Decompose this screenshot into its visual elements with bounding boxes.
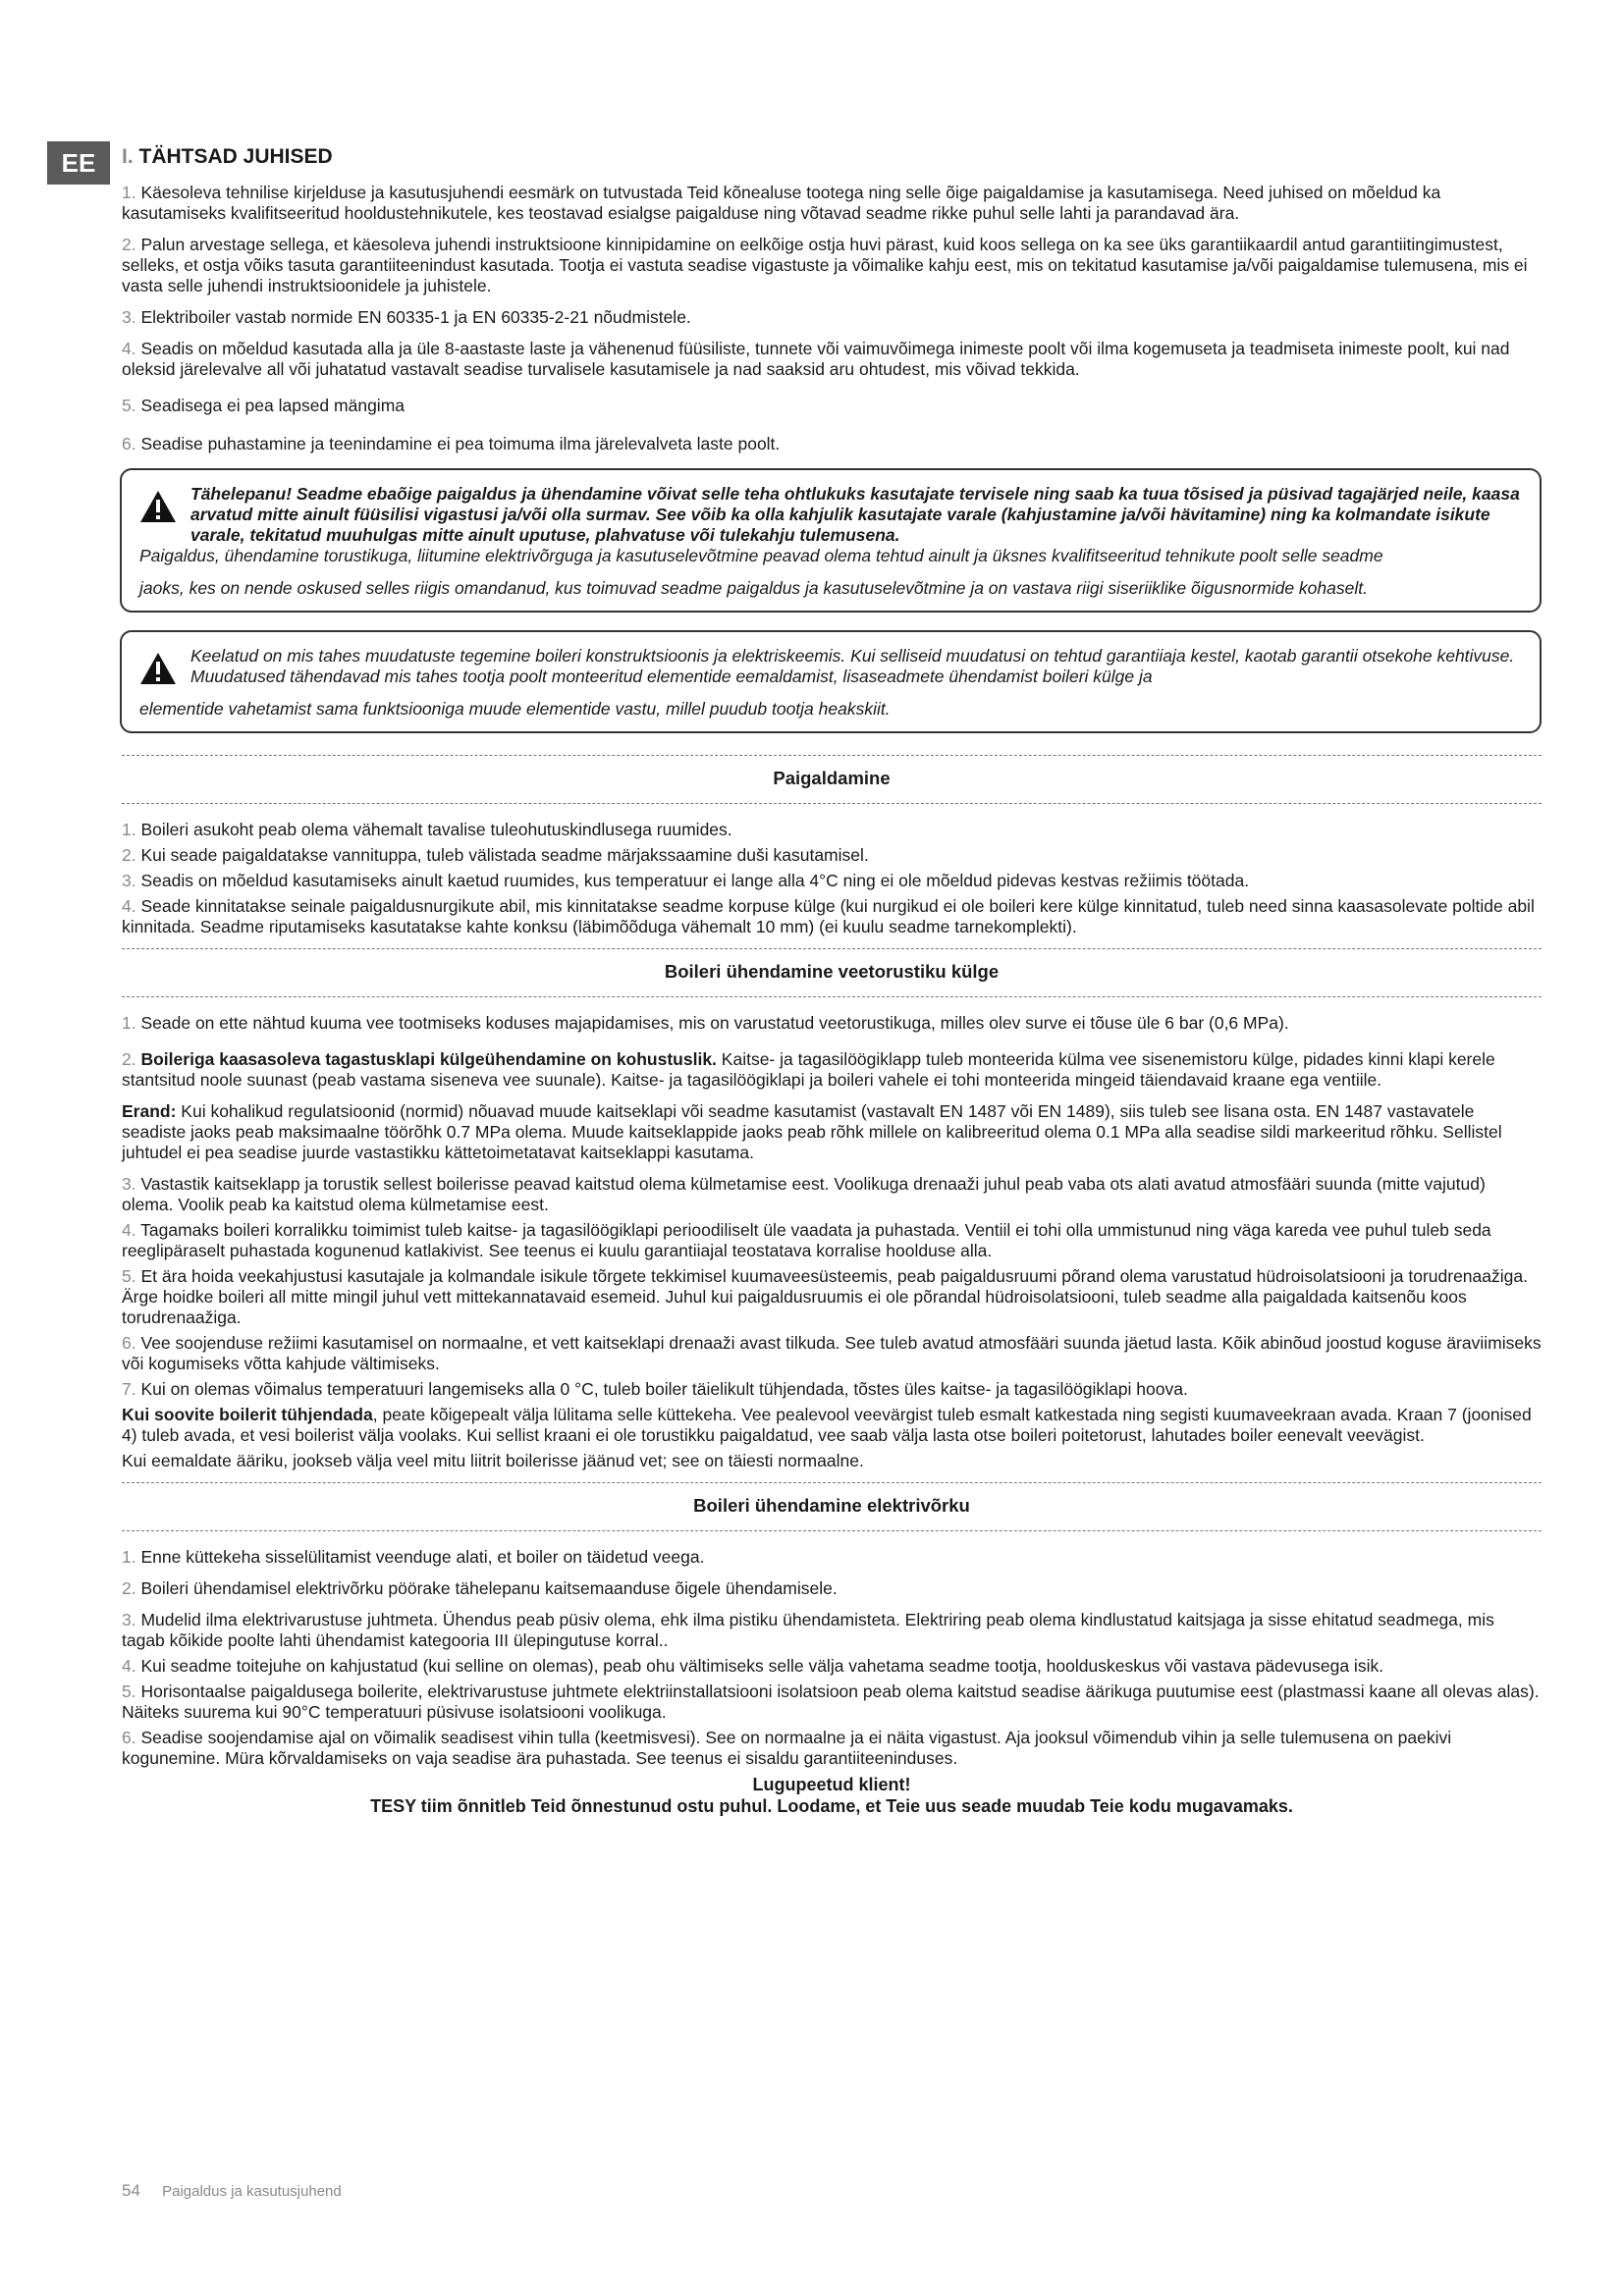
item-number: 3. [122,871,136,890]
item-number: 4. [122,1220,136,1240]
water-item-6 [122,1333,1542,1374]
item-text: Elektriboiler vastab normide EN 60335-1 ja EN 60335-2-21 nõudmistele. [140,307,691,327]
item-number: 5. [122,1682,136,1701]
item-text: Et ära hoida veekahjustusi kasutajale ja kolmandale isikule tõrgete tekkimisel kuumaveesüsteemis, peab paigaldusruumi põrand olema varustatud hüdroisolatsiooni ja torudrenaažiga. Ärge hoidke boileri all mitte mingil juhul vett mittekannatavaid esemeid. Juhul kui paigaldusruumis ei ole põrandal hüdroisolatsiooni, tuleb seadme alla paigaldada kaitsenõu koos torudrenaažiga. [122,1266,1528,1327]
item-text: Käesoleva tehnilise kirjelduse ja kasutusjuhendi eesmärk on tutvustada Teid kõnealuse tootega ning selle õige paigaldamise ja kasutamisega. Need juhised on mõeldud ka kasutamiseks kvalifitseeritud hooldustehnikutele, kes teostavad esialgse paigalduse ning võtavad seadme rikke puhul selle lahti ja parandavad ära. [122,183,1441,223]
electric-item-4 [122,1656,1542,1677]
item-text: Seade kinnitatakse seinale paigaldusnurgikute abil, mis kinnitatakse seadme korpuse külge (kui nurgikud ei ole boileri kere külge kinnitatud, tuleb need sinna kaasasolevate poltide abil kinnitada. Seadme riputamiseks kasutatakse kahte konksu (läbimõõduga vähemalt 10 mm) (ei kuulu seadme tarnekomplekti). [122,896,1535,936]
item-number: 6. [122,434,136,454]
item-text: Kaitse- ja tagasilöögiklapp tuleb monteerida külma vee sisenemistoru külge, pidades kinni klapi kerele stantsitud noole suunast (peab vastama siseneva vee suunale). Kaitse- ja tagasilöögiklapi ja boileri vahele ei tohi monteerida mingeid täiendavaid kraane ega ventiile. [122,1049,1495,1090]
intro-item-6 [122,434,1542,454]
install-list [122,820,1542,937]
item-text: Vastastik kaitseklapp ja torustik sellest boilerisse peavad kaitstud olema külmetamise eest. Voolikuga drenaaži juhul peab vaba ots alati avatud atmosfääri suunda (mitte vajutud) olema. Voolik peab ka kaitstud olema külmetamise eest. [122,1174,1486,1214]
item-number: 5. [122,396,136,415]
electric-item-1 [122,1547,1542,1568]
warning-triangle-icon [139,490,177,523]
warning-bold-text: Tähelepanu! Seadme ebaõige paigaldus ja ühendamine võivat selle teha ohtlukuks kasutajate tervisele ning saab ka tuua tõsised ja püsivad tagajärjed neile, kaasa arvatud mitte ainult füüsilisi vigastusi ja/või olla surmav. See võib ka olla kahjulik kasutajate varale (kahjustamine ja/või hävitamine) ning ka kolmandate isikute varale, tekitatud muuhulgas mitte ainult uputuse, plahvatuse või tulekahju tulemusena. [190,484,1520,545]
closing-greeting: Lugupeetud klient! [752,1775,911,1794]
item-number: 5. [122,1266,136,1286]
install-item-4 [122,896,1542,937]
install-item-3 [122,871,1542,891]
warning-box-danger [120,468,1542,613]
install-item-2 [122,845,1542,866]
item-number: 2. [122,1049,136,1069]
item-number: 2. [122,845,136,865]
item-text: Enne küttekeha sisselülitamist veenduge alati, et boiler on täidetud veega. [140,1547,705,1567]
intro-item-5 [122,396,1542,416]
electric-heading: Boileri ühendamine elektrivõrku [693,1495,970,1516]
item-number: 6. [122,1728,136,1747]
install-heading: Paigaldamine [773,768,891,788]
divider [122,803,1542,804]
warning-text-1: Paigaldus, ühendamine torustikuga, liitumine elektrivõrguga ja kasutuselevõtmine peavad olema tehtud ainult ja üksnes kvalifitseeritud tehnikute poolt selle seadme [139,546,1383,565]
warning2-text-2: elementide vahetamist sama funktsiooniga muude elementide vastu, millel puudub tootja heakskiit. [139,699,891,719]
page-footer [122,2181,342,2201]
item-number: 3. [122,1174,136,1194]
warning-triangle-icon [139,652,177,685]
section-number: I. [122,145,134,168]
item-text: Vee soojenduse režiimi kasutamisel on normaalne, et vett kaitseklapi drenaaži avast tilkuda. See tuleb avatud atmosfääri suunda jäetud lasta. Kõik abinõud joostud koguse äraviimiseks või kogumiseks võtta kahjude vältimiseks. [122,1333,1542,1373]
section-title [122,145,1542,169]
warning-box-modifications [120,630,1542,733]
item-bold-text: Boileriga kaasasoleva tagastusklapi külgeühendamine on kohustuslik. [140,1049,717,1069]
item-text: Kui seadme toitejuhe on kahjustatud (kui selline on olemas), peab ohu vältimiseks selle välja vahetama seadme tootja, hoolduskeskus või vastava pädevusega isik. [140,1656,1384,1676]
item-text: Seadisega ei pea lapsed mängima [140,396,405,415]
item-number: 2. [122,1578,136,1598]
item-number: 1. [122,183,136,202]
item-text: Tagamaks boileri korralikku toimimist tuleb kaitse- ja tagasilöögiklapi perioodiliselt üle vaadata ja puhastada. Ventiil ei tohi olla ummistunud ning väga kareda vee puhul tuleb seda reeglipäraselt puhastada kogunenud katlakivist. See teenus ei kuulu garantiiajal teostatava korralise hoolduse alla. [122,1220,1491,1260]
divider [122,996,1542,997]
intro-item-1 [122,183,1542,224]
intro-item-3 [122,307,1542,328]
item-text: Kui seade paigaldatakse vannituppa, tuleb välistada seadme märjakssaamine duši kasutamisel. [140,845,869,865]
item-text: Boileri ühendamisel elektrivõrku pöörake tähelepanu kaitsemaanduse õigele ühendamisele. [140,1578,838,1598]
water-item-4 [122,1220,1542,1261]
electric-item-5 [122,1682,1542,1723]
warning-text-2: jaoks, kes on nende oskused selles riigis omandanud, kus toimuvad seadme paigaldus ja kasutuselevõtmine ja on vastava riigi siseriiklike õigusnormide kohaselt. [139,578,1368,598]
intro-item-4 [122,339,1542,380]
water-item-2 [122,1049,1542,1091]
electric-item-2 [122,1578,1542,1599]
install-item-1 [122,820,1542,840]
item-text: Seadise soojendamise ajal on võimalik seadisest vihin tulla (keetmisvesi). See on normaalne ja ei näita vigastust. Aja jooksul võimendub vihin ja selle tulemusena on paekivi kogunemine. Müra kõrvaldamiseks on vaja seadise ära puhastada. See teenus ei sisaldu garantiiteeninduses. [122,1728,1452,1768]
item-text: Palun arvestage sellega, et käesoleva juhendi instruktsioone kinnipidamine on eelkõige ostja huvi pärast, kuid koos sellega on ka see üks garantiikaardil antud garantiitingimustest, selleks, et ostja võiks tasuta garantiiteenindust kasutada. Tootja ei vastuta seadise vigastuste ja võimalike kahju eest, mis on tekitatud kasutamise ja/või paigaldamise tulemusena, mis ei vasta selle juhendi instruktsioonidele ja juhistele. [122,235,1528,295]
water-item-1 [122,1013,1542,1034]
item-text: Seade on ette nähtud kuuma vee tootmiseks koduses majapidamises, mis on varustatud veetorustikuga, milles olev surve ei tõuse üle 6 bar (0,6 MPa). [140,1013,1289,1033]
footer-label: Paigaldus ja kasutusjuhend [162,2183,342,2200]
content [122,145,1542,1817]
item-text: Kui on olemas võimalus temperatuuri langemiseks alla 0 °C, tuleb boiler täielikult tühjendada, tõstes üles kaitse- ja tagasilöögiklapi hoova. [140,1379,1188,1399]
section-title-text: TÄHTSAD JUHISED [138,145,333,168]
item-number: 4. [122,1656,136,1676]
water-heading: Boileri ühendamine veetorustiku külge [664,961,1000,982]
water-last: Kui eemaldate ääriku, jookseb välja veel mitu liitrit boilerisse jäänud vet; see on täiesti normaalne. [122,1451,864,1470]
item-number: 1. [122,1013,136,1033]
water-empty [122,1405,1542,1446]
divider [122,1530,1542,1531]
electric-list [122,1547,1542,1769]
item-text: Seadis on mõeldud kasutamiseks ainult kaetud ruumides, kus temperatuur ei lange alla 4°C ning ei ole mõeldud pidevas kestvas režiimis töötada. [140,871,1250,890]
item-number: 4. [122,896,136,916]
electric-item-3 [122,1610,1542,1651]
intro-item-2 [122,235,1542,296]
closing-text: TESY tiim õnnitleb Teid õnnestunud ostu puhul. Loodame, et Teie uus seade muudab Teie kodu mugavamaks. [370,1796,1293,1816]
electric-item-6 [122,1728,1542,1769]
item-text: Horisontaalse paigaldusega boilerite, elektrivarustuse juhtmete elektriinstallatsiooni isolatsioon peab olema kaitstud seadise äärikuga puutumise eest (plastmassi kaane all olevas alas). Näiteks suurema kui 90°C temperatuuri püsivuse isolatsiooni voolikuga. [122,1682,1540,1722]
water-erand [122,1101,1542,1163]
empty-label: Kui soovite boilerit tühjendada [122,1405,373,1424]
item-number: 1. [122,1547,136,1567]
closing-message [122,1774,1542,1817]
item-number: 1. [122,820,136,839]
item-number: 7. [122,1379,136,1399]
item-text: Boileri asukoht peab olema vähemalt tavalise tuleohutuskindlusega ruumides. [140,820,732,839]
item-number: 2. [122,235,136,254]
item-number: 6. [122,1333,136,1353]
warning2-text-1: Keelatud on mis tahes muudatuste tegemine boileri konstruktsioonis ja elektriskeemis. Kui selliseid muudatusi on tehtud garantiiaja kestel, kaotab garantii otsekohe kehtivuse. Muudatused tähendavad mis tahes tootja poolt monteeritud elementide eemaldamist, lisaseadmete ühendamist boileri külge ja [190,646,1515,686]
erand-text: Kui kohalikud regulatsioonid (normid) nõuavad muude kaitseklapi või seadme kasutamist (vastavalt EN 1487 või EN 1489), siis tuleb see lisana osta. EN 1487 vastavatele seadiste jaoks peab maksimaalne töörõhk 0.7 MPa olema. Muude kaitseklappide jaoks peab rõhk millele on kalibreeritud olema 0.1 MPa alla seadise sildi markeeritud rõhku. Sellistel juhtudel ei pea seadise juurde vastastikku kättetoimetatavat kaitseklappi kasutama. [122,1101,1502,1162]
item-number: 3. [122,1610,136,1629]
intro-list [122,183,1542,454]
item-text: Seadise puhastamine ja teenindamine ei pea toimuma ilma järelevalveta laste poolt. [140,434,781,454]
water-item-3 [122,1174,1542,1215]
item-text: Mudelid ilma elektrivarustuse juhtmeta. Ühendus peab püsiv olema, ehk ilma pistiku ühendamisteta. Elektriring peab olema kindlustatud kaitsjaga ja sisse ehitatud seadmega, mis tagab kõikide poolte lahti ühendamist kategooria III ülepingutuse korral.. [122,1610,1494,1650]
item-number: 3. [122,307,136,327]
water-list [122,1013,1542,1471]
item-text: Seadis on mõeldud kasutada alla ja üle 8-aastaste laste ja vähenenud füüsiliste, tunnete või vaimuvõimega inimeste poolt või ilma kogemuseta ja teadmiseta inimeste poolt, kui nad oleksid järelevalve all või juhatatud vastavalt seadise turvalisele kasutamisele ja nad saaksid aru ohtudest, mis võivad tekkida. [122,339,1510,379]
page-number: 54 [122,2181,140,2200]
language-tab: EE [47,141,110,185]
item-number: 4. [122,339,136,358]
empty-text: , peate kõigepealt välja lülitama selle küttekeha. Vee pealevool veevärgist tuleb esmalt katkestada ning segisti kuumaveekraan avada. Kraan 7 (joonised 4) tuleb avada, et vesi boilerist välja voolaks. Kui sellist kraani ei ole torustikku paigaldatud, vee saab välja lasta otse boileri poitetorust, lahutades boiler eenevalt veevägist. [122,1405,1532,1445]
water-item-7 [122,1379,1542,1400]
water-item-5 [122,1266,1542,1328]
erand-label: Erand: [122,1101,177,1121]
